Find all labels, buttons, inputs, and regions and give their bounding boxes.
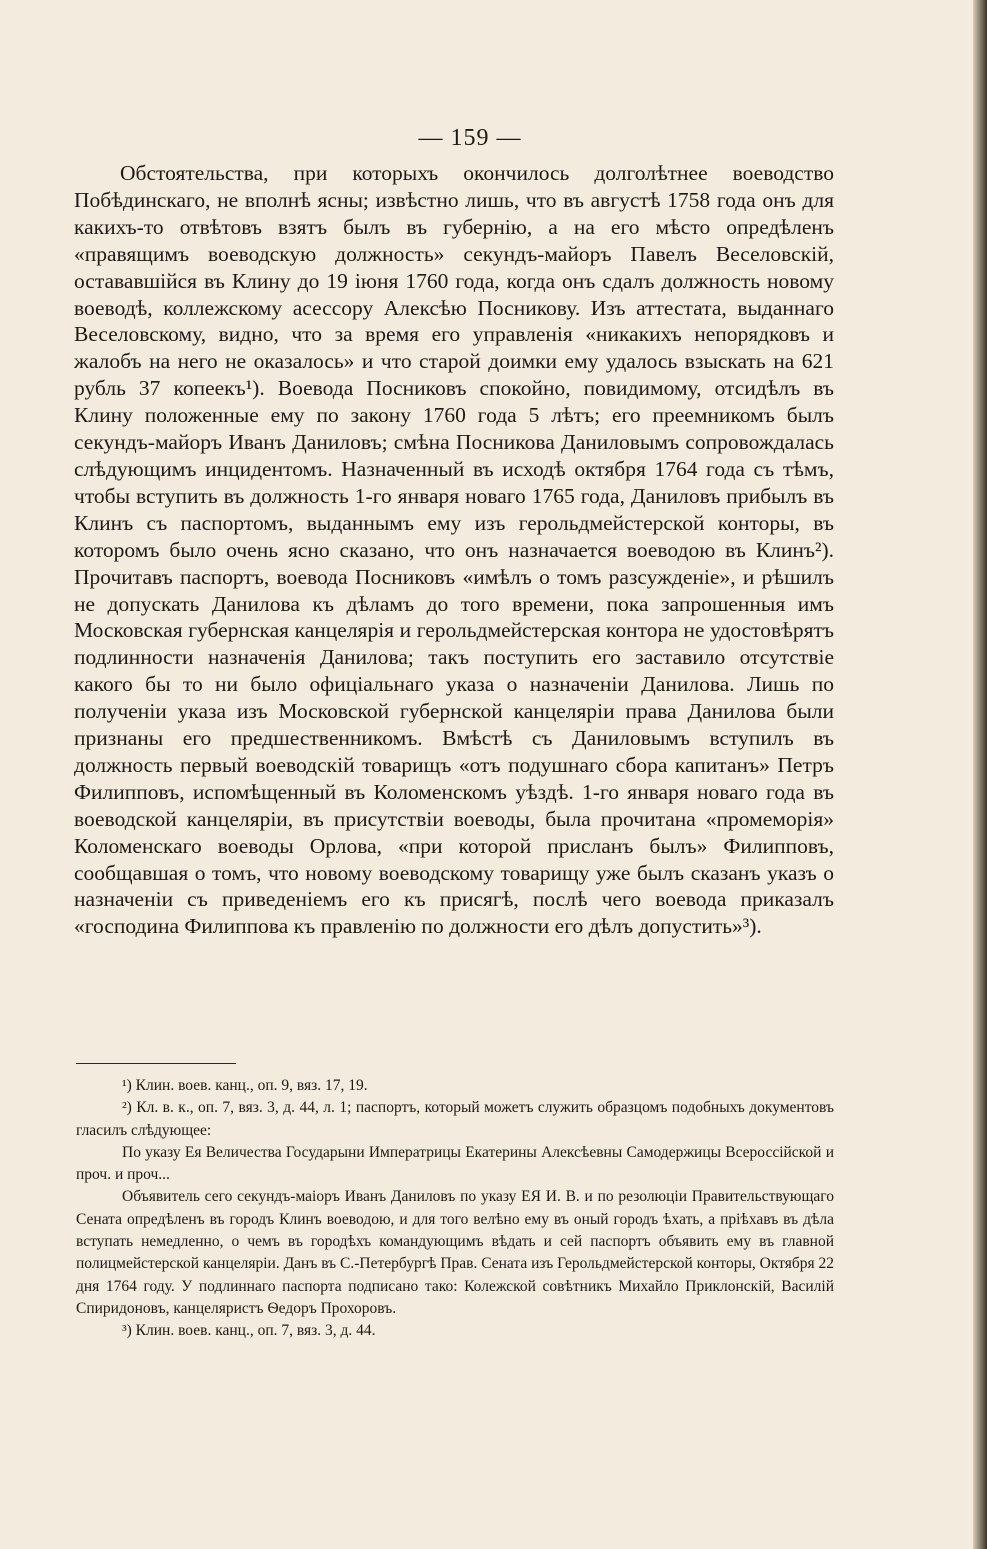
main-paragraph: Обстоятельства, при которыхъ окончилось долголѣтнее воеводство Побѣдинскаго, не вполнѣ ясны; извѣстно лишь, что въ августѣ 1758 года онъ для какихъ-то отвѣтовъ взятъ былъ въ губернію, а на его мѣсто опредѣленъ «правящимъ воеводскую должность» секундъ-майоръ Павелъ Веселовскій, остававшійся въ Клину до 19 іюня 1760 года, когда онъ сдалъ должность новому воеводѣ, коллежскому асессору Алексѣю Посникову. Изъ аттестата, выданнаго Веселовскому, видно, что за время его управленія «никакихъ непорядковъ и жалобъ на него не оказалось» и что старой доимки ему удалось взыскать на 621 рубль 37 копеекъ¹). Воевода Посниковъ спокойно, повидимому, отсидѣлъ въ Клину положенные ему по закону 1760 года 5 лѣтъ; его преемникомъ былъ секундъ-майоръ Иванъ Даниловъ; смѣна Посникова Даниловымъ сопровождалась слѣдующимъ инцидентомъ. Назначенный въ исходѣ октября 1764 года съ тѣмъ, чтобы вступить въ должность 1-го января новаго 1765 года, Даниловъ прибылъ въ Клинъ съ паспортомъ, выданнымъ ему изъ герольдмейстерской конторы, въ которомъ было очень ясно сказано, что онъ назначается воеводою въ Клинъ²). Прочитавъ паспортъ, воевода Посниковъ «имѣлъ о томъ разсужденіе», и рѣшилъ не допускать Данилова къ дѣламъ до того времени, пока запрошенныя имъ Московская губернская канцелярія и герольдмейстерская контора не удостовѣрятъ подлинности назначенія Данилова; такъ поступить его заставило отсутствіе какого бы то ни было офиціальнаго указа о назначеніи Данилова. Лишь по полученіи указа изъ Московской губернской канцеляріи права Данилова были признаны его предшественникомъ. Вмѣстѣ съ Даниловымъ вступилъ въ должность первый воеводскій товарищъ «отъ подушнаго сбора капитанъ» Петръ Филипповъ, испомѣщенный въ Коломенскомъ уѣздѣ. 1-го января новаго года въ воеводской канцеляріи, въ присутствіи воеводы, была прочитана «промеморія» Коломенскаго воеводы Орлова, «при которой присланъ былъ» Филипповъ, сообщавшая о томъ, что новому воеводскому товарищу уже былъ сказанъ указъ о назначеніи съ приведеніемъ его къ присягѣ, послѣ чего воевода приказалъ «господина Филиппова къ правленію по должности его дѣлъ допустить»³). (74, 161, 834, 939)
main-text-block (74, 160, 834, 940)
page-number: — 159 — (418, 125, 522, 151)
page-edge-shadow (973, 0, 987, 1549)
footnote-divider (76, 1063, 236, 1064)
footnote-2-quote-body: Объявитель сего секундъ-маіоръ Иванъ Даниловъ по указу ЕЯ И. В. и по резолюціи Правительствующаго Сената опредѣленъ въ городъ Клинъ воеводою, и для того велѣно ему въ оный городъ ѣхать, а пріѣхавъ въ дѣла вступать немедленно, о чемъ въ городѣхъ командующимъ вѣдать и сей паспортъ объявить ему въ главной полицмейстерской канцеляріи. Данъ въ С.-Петербургѣ Прав. Сената изъ Герольдмейстерской конторы, Октября 22 дня 1764 году. У подлиннаго паспорта подписано тако: Колежской совѣтникъ Михайло Приклонскій, Василій Спиридоновъ, канцеляристъ Ѳедоръ Прохоровъ. (76, 1188, 835, 1317)
footnote-2: ²) Кл. в. к., оп. 7, вяз. 3, д. 44, л. 1; паспортъ, который можетъ служить образцомъ подобныхъ документовъ гласилъ слѣдующее: (76, 1099, 834, 1139)
footnote-3: ³) Клин. воев. канц., оп. 7, вяз. 3, д. 44. (122, 1322, 376, 1340)
footnote-2-quote-title: По указу Ея Величества Государыни Императрицы Екатерины Алексѣевны Самодержицы Всероссійской и проч. и проч... (76, 1143, 834, 1184)
footnote-1: ¹) Клин. воев. канц., оп. 9, вяз. 17, 19. (122, 1077, 368, 1094)
footnotes (76, 1075, 834, 1343)
